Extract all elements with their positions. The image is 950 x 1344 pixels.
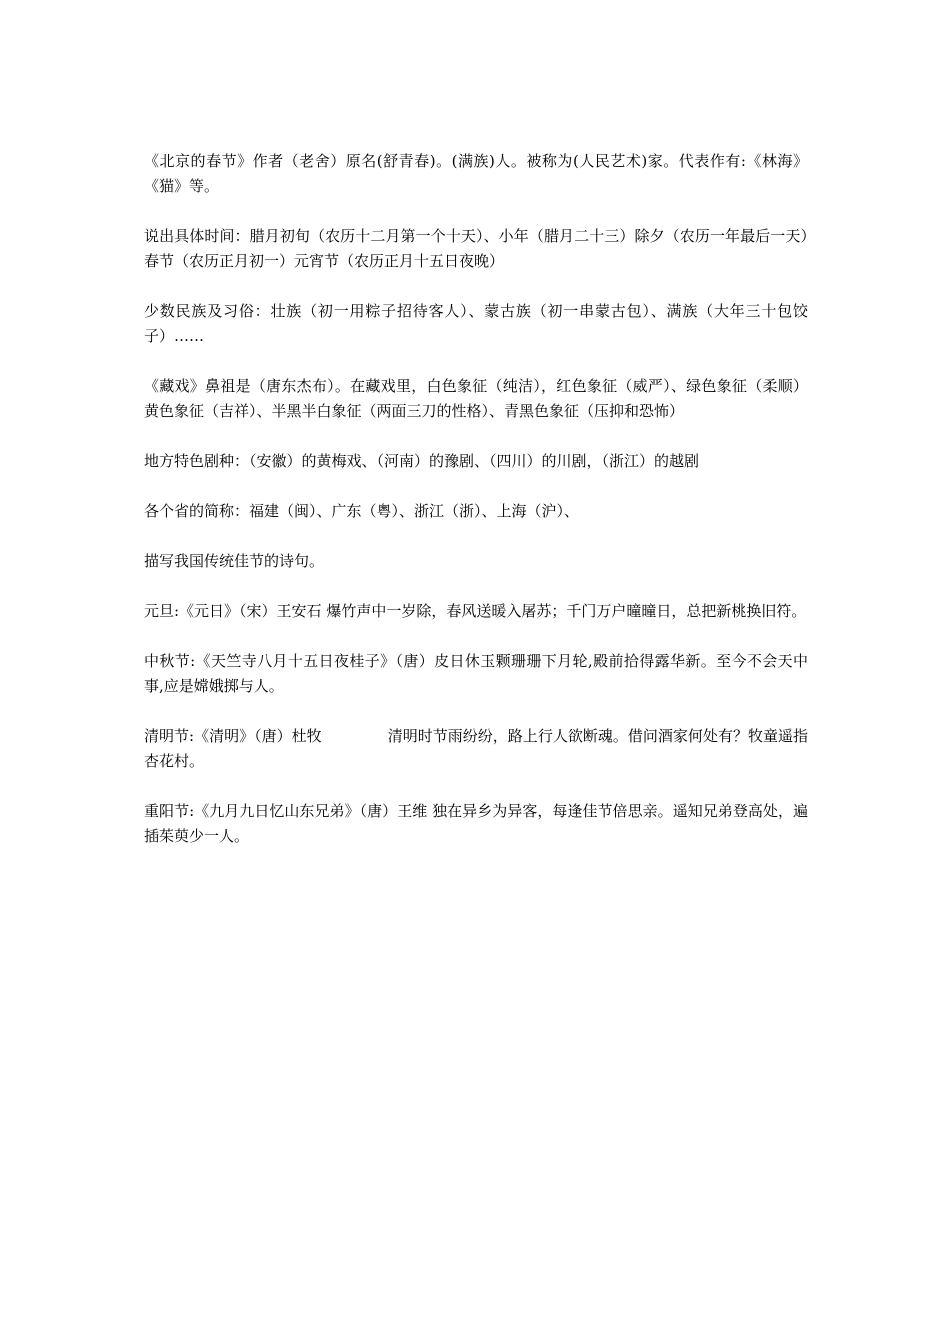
- paragraph-poems-heading: 描写我国传统佳节的诗句。: [144, 552, 325, 570]
- qingming-heading: 清明节:《清明》（唐）杜牧: [144, 727, 322, 745]
- paragraph-local-operas: 地方特色剧种：（安徽）的黄梅戏、（河南）的豫剧、（四川）的川剧，（浙江）的越剧: [144, 452, 700, 470]
- paragraph-ethnic-customs: 少数民族及习俗：壮族（初一用粽子招待客人）、蒙古族（初一串蒙古包）、满族（大年三十包饺子）……: [144, 302, 808, 345]
- document-body: [144, 149, 808, 874]
- paragraph-mid-autumn-poem: 中秋节:《天竺寺八月十五日夜桂子》（唐）皮日休玉颗珊珊下月轮,殿前拾得露华新。至今不会天中事,应是嫦娥掷与人。: [144, 652, 808, 695]
- paragraph-laoshe: 《北京的春节》作者（老舍）原名(舒青春)。(满族)人。被称为(人民艺术)家。代表作有:《林海》《猫》等。: [144, 152, 808, 195]
- paragraph-new-year-poem: 元旦:《元日》（宋）王安石 爆竹声中一岁除，春风送暖入屠苏；千门万户曈曈日，总把新桃换旧符。: [144, 602, 807, 620]
- qingming-poem-text: 清明时节雨纷纷，路上行人欲断魂。借问酒家何处有？牧童遥指杏花村。: [144, 727, 808, 770]
- paragraph-chongyang-poem: 重阳节:《九月九日忆山东兄弟》（唐）王维 独在异乡为异客，每逢佳节倍思亲。遥知兄弟登高处，遍插茱萸少一人。: [144, 802, 808, 845]
- paragraph-qingming-poem: [144, 724, 808, 774]
- paragraph-province-abbreviations: 各个省的简称：福建（闽）、广东（粤）、浙江（浙）、上海（沪）、: [144, 502, 580, 520]
- paragraph-festival-dates: 说出具体时间：腊月初旬（农历十二月第一个十天）、小年（腊月二十三）除夕（农历一年最后一天）春节（农历正月初一）元宵节（农历正月十五日夜晚）: [144, 227, 808, 270]
- paragraph-tibetan-opera: 《藏戏》鼻祖是（唐东杰布）。在藏戏里，白色象征（纯洁），红色象征（威严）、绿色象征（柔顺）黄色象征（吉祥）、半黑半白象征（两面三刀的性格）、青黑色象征（压抑和恐怖）: [144, 377, 808, 420]
